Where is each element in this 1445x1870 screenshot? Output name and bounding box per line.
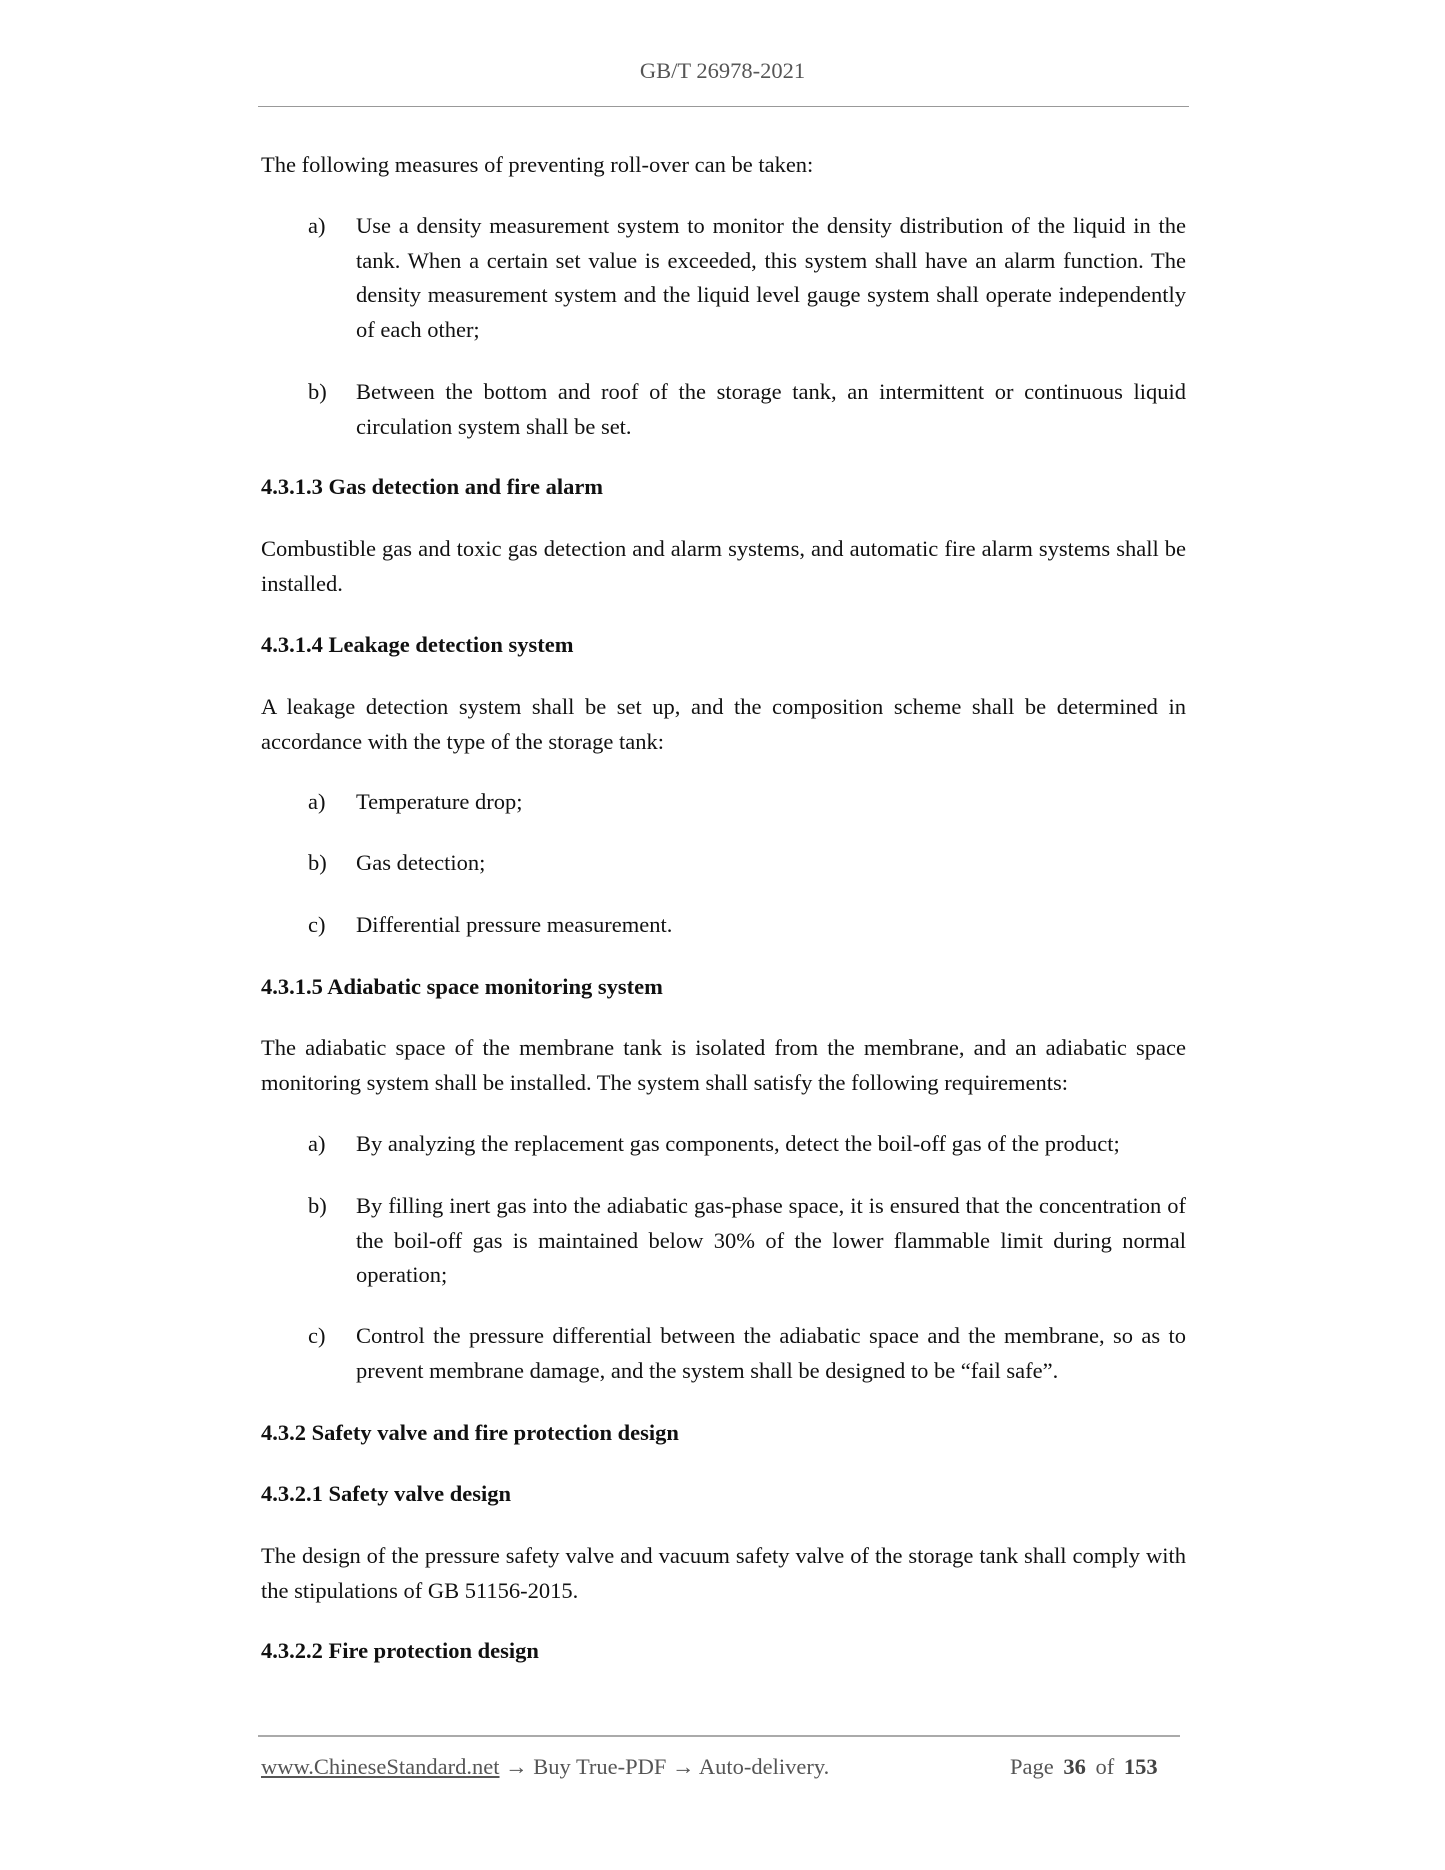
footer-divider bbox=[258, 1735, 1180, 1737]
section-heading: 4.3.2 Safety valve and fire protection design bbox=[261, 1420, 679, 1445]
total-pages: 153 bbox=[1123, 1754, 1158, 1779]
list-item bbox=[308, 375, 1186, 444]
list-text: By filling inert gas into the adiabatic gas-phase space, it is ensured that the concentration of the boil-off gas is maintained below 30% of the lower flammable limit during normal operation; bbox=[356, 1193, 1186, 1288]
list-label: c) bbox=[308, 1323, 326, 1348]
list-text: Temperature drop; bbox=[356, 789, 523, 814]
section-heading: 4.3.1.4 Leakage detection system bbox=[261, 632, 574, 657]
list-label: c) bbox=[308, 912, 326, 937]
header-divider bbox=[258, 106, 1189, 107]
paragraph: Combustible gas and toxic gas detection and alarm systems, and automatic fire alarm systems shall be installed. bbox=[261, 536, 1186, 596]
list-label: a) bbox=[308, 789, 326, 814]
list-item bbox=[308, 1189, 1186, 1293]
paragraph: The design of the pressure safety valve and vacuum safety valve of the storage tank shall comply with the stipulations of GB 51156-2015. bbox=[261, 1543, 1186, 1603]
page-number: 36 bbox=[1063, 1754, 1086, 1779]
list-text: Control the pressure differential between the adiabatic space and the membrane, so as to prevent membrane damage, and the system shall be designed to be “fail safe”. bbox=[356, 1323, 1186, 1383]
intro-paragraph: The following measures of preventing roll-over can be taken: bbox=[261, 152, 814, 177]
list-text: Between the bottom and roof of the storage tank, an intermittent or continuous liquid circulation system shall be set. bbox=[356, 379, 1186, 439]
paragraph: The adiabatic space of the membrane tank is isolated from the membrane, and an adiabatic space monitoring system shall be installed. The system shall satisfy the following requirements: bbox=[261, 1035, 1186, 1095]
list-text: Differential pressure measurement. bbox=[356, 912, 673, 937]
footer-promo bbox=[261, 1754, 829, 1780]
section-heading: 4.3.1.5 Adiabatic space monitoring system bbox=[261, 974, 663, 999]
list-text: By analyzing the replacement gas components, detect the boil-off gas of the product; bbox=[356, 1131, 1120, 1156]
list-label: a) bbox=[308, 1131, 326, 1156]
list-item bbox=[308, 209, 1186, 347]
list-item bbox=[308, 1127, 1186, 1162]
section-heading: 4.3.2.2 Fire protection design bbox=[261, 1638, 539, 1663]
list-label: b) bbox=[308, 850, 327, 875]
website-link[interactable]: www.ChineseStandard.net bbox=[261, 1754, 500, 1779]
of-label: of bbox=[1095, 1754, 1115, 1779]
list-text: Gas detection; bbox=[356, 850, 486, 875]
list-item bbox=[308, 846, 1186, 881]
section-heading: 4.3.1.3 Gas detection and fire alarm bbox=[261, 474, 604, 499]
paragraph: A leakage detection system shall be set up, and the composition scheme shall be determined in accordance with the type of the storage tank: bbox=[261, 694, 1186, 754]
footer-promo-text: → Buy True-PDF → Auto-delivery. bbox=[499, 1754, 830, 1779]
page-indicator bbox=[1010, 1754, 1158, 1780]
list-label: a) bbox=[308, 213, 326, 238]
list-label: b) bbox=[308, 379, 327, 404]
list-item bbox=[308, 785, 1186, 820]
header-title: GB/T 26978-2021 bbox=[639, 58, 806, 83]
page-label: Page bbox=[1010, 1754, 1054, 1779]
list-text: Use a density measurement system to monitor the density distribution of the liquid in the tank. When a certain set value is exceeded, this system shall have an alarm function. The density measurement system and the liquid level gauge system shall operate independently of each other; bbox=[356, 213, 1186, 342]
list-label: b) bbox=[308, 1193, 327, 1218]
list-item bbox=[308, 1319, 1186, 1388]
list-item bbox=[308, 908, 1186, 943]
section-heading: 4.3.2.1 Safety valve design bbox=[261, 1481, 511, 1506]
